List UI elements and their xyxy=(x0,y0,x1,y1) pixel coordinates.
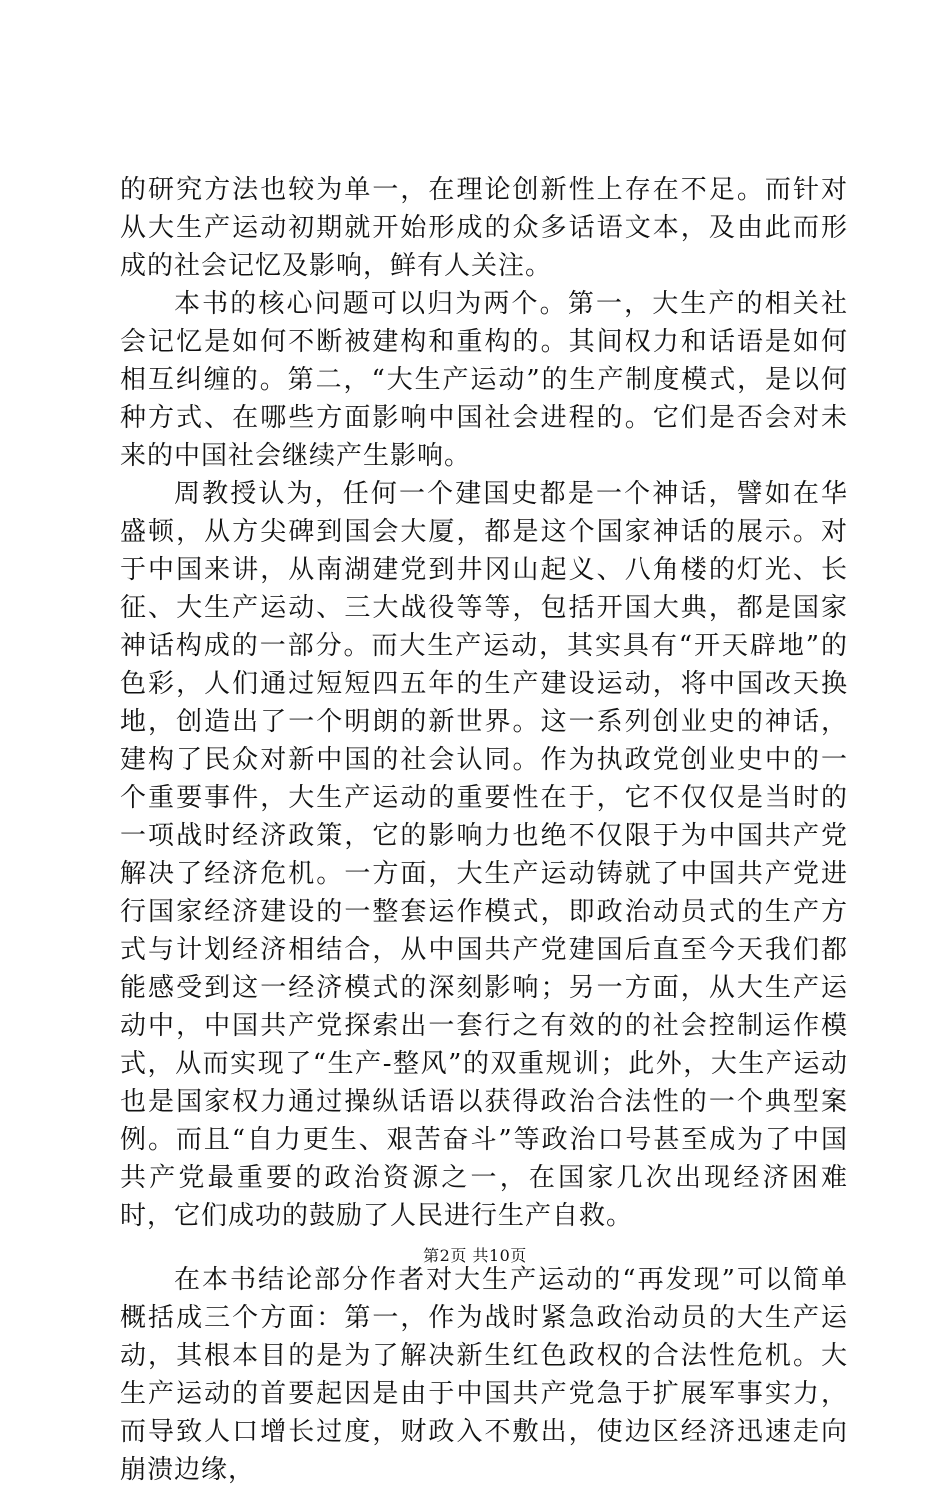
paragraph-1: 的研究方法也较为单一，在理论创新性上存在不足。而针对从大生产运动初期就开始形成的众多话语文本，及由此而形成的社会记忆及影响，鲜有人关注。 xyxy=(120,175,848,281)
paragraph-3: 周教授认为，任何一个建国史都是一个神话，譬如在华盛顿，从方尖碑到国会大厦，都是这个国家神话的展示。对于中国来讲，从南湖建党到井冈山起义、八角楼的灯光、长征、大生产运动、三大战役等等，包括开国大典，都是国家神话构成的一部分。而大生产运动，其实具有“开天辟地”的色彩，人们通过短短四五年的生产建设运动，将中国改天换地，创造出了一个明朗的新世界。这一系列创业史的神话，建构了民众对新中国的社会认同。作为执政党创业史中的一个重要事件，大生产运动的重要性在于，它不仅仅是当时的一项战时经济政策，它的影响力也绝不仅限于为中国共产党解决了经济危机。一方面，大生产运动铸就了中国共产党进行国家经济建设的一整套运作模式，即政治动员式的生产方式与计划经济相结合，从中国共产党建国后直至今天我们都能感受到这一经济模式的深刻影响；另一方面，从大生产运动中，中国共产党探索出一套行之有效的的社会控制运作模式，从而实现了“生产-整风”的双重规训；此外，大生产运动也是国家权力通过操纵话语以获得政治合法性的一个典型案例。而且“自力更生、艰苦奋斗”等政治口号甚至成为了中国共产党最重要的政治资源之一，在国家几次出现经济困难时，它们成功的鼓励了人民进行生产自救。 xyxy=(120,479,848,1231)
paragraph-2: 本书的核心问题可以归为两个。第一，大生产的相关社会记忆是如何不断被建构和重构的。其间权力和话语是如何相互纠缠的。第二，“大生产运动”的生产制度模式，是以何种方式、在哪些方面影响中国社会进程的。它们是否会对未来的中国社会继续产生影响。 xyxy=(120,289,848,471)
document-body xyxy=(120,171,848,1489)
page-number-footer: 第2页 共10页 xyxy=(423,1246,527,1265)
paragraph-4: 在本书结论部分作者对大生产运动的“再发现”可以简单概括成三个方面：第一，作为战时紧急政治动员的大生产运动，其根本目的是为了解决新生红色政权的合法性危机。大生产运动的首要起因是由于中国共产党急于扩展军事实力，而导致人口增长过度，财政入不敷出，使边区经济迅速走向崩溃边缘， xyxy=(120,1265,848,1485)
